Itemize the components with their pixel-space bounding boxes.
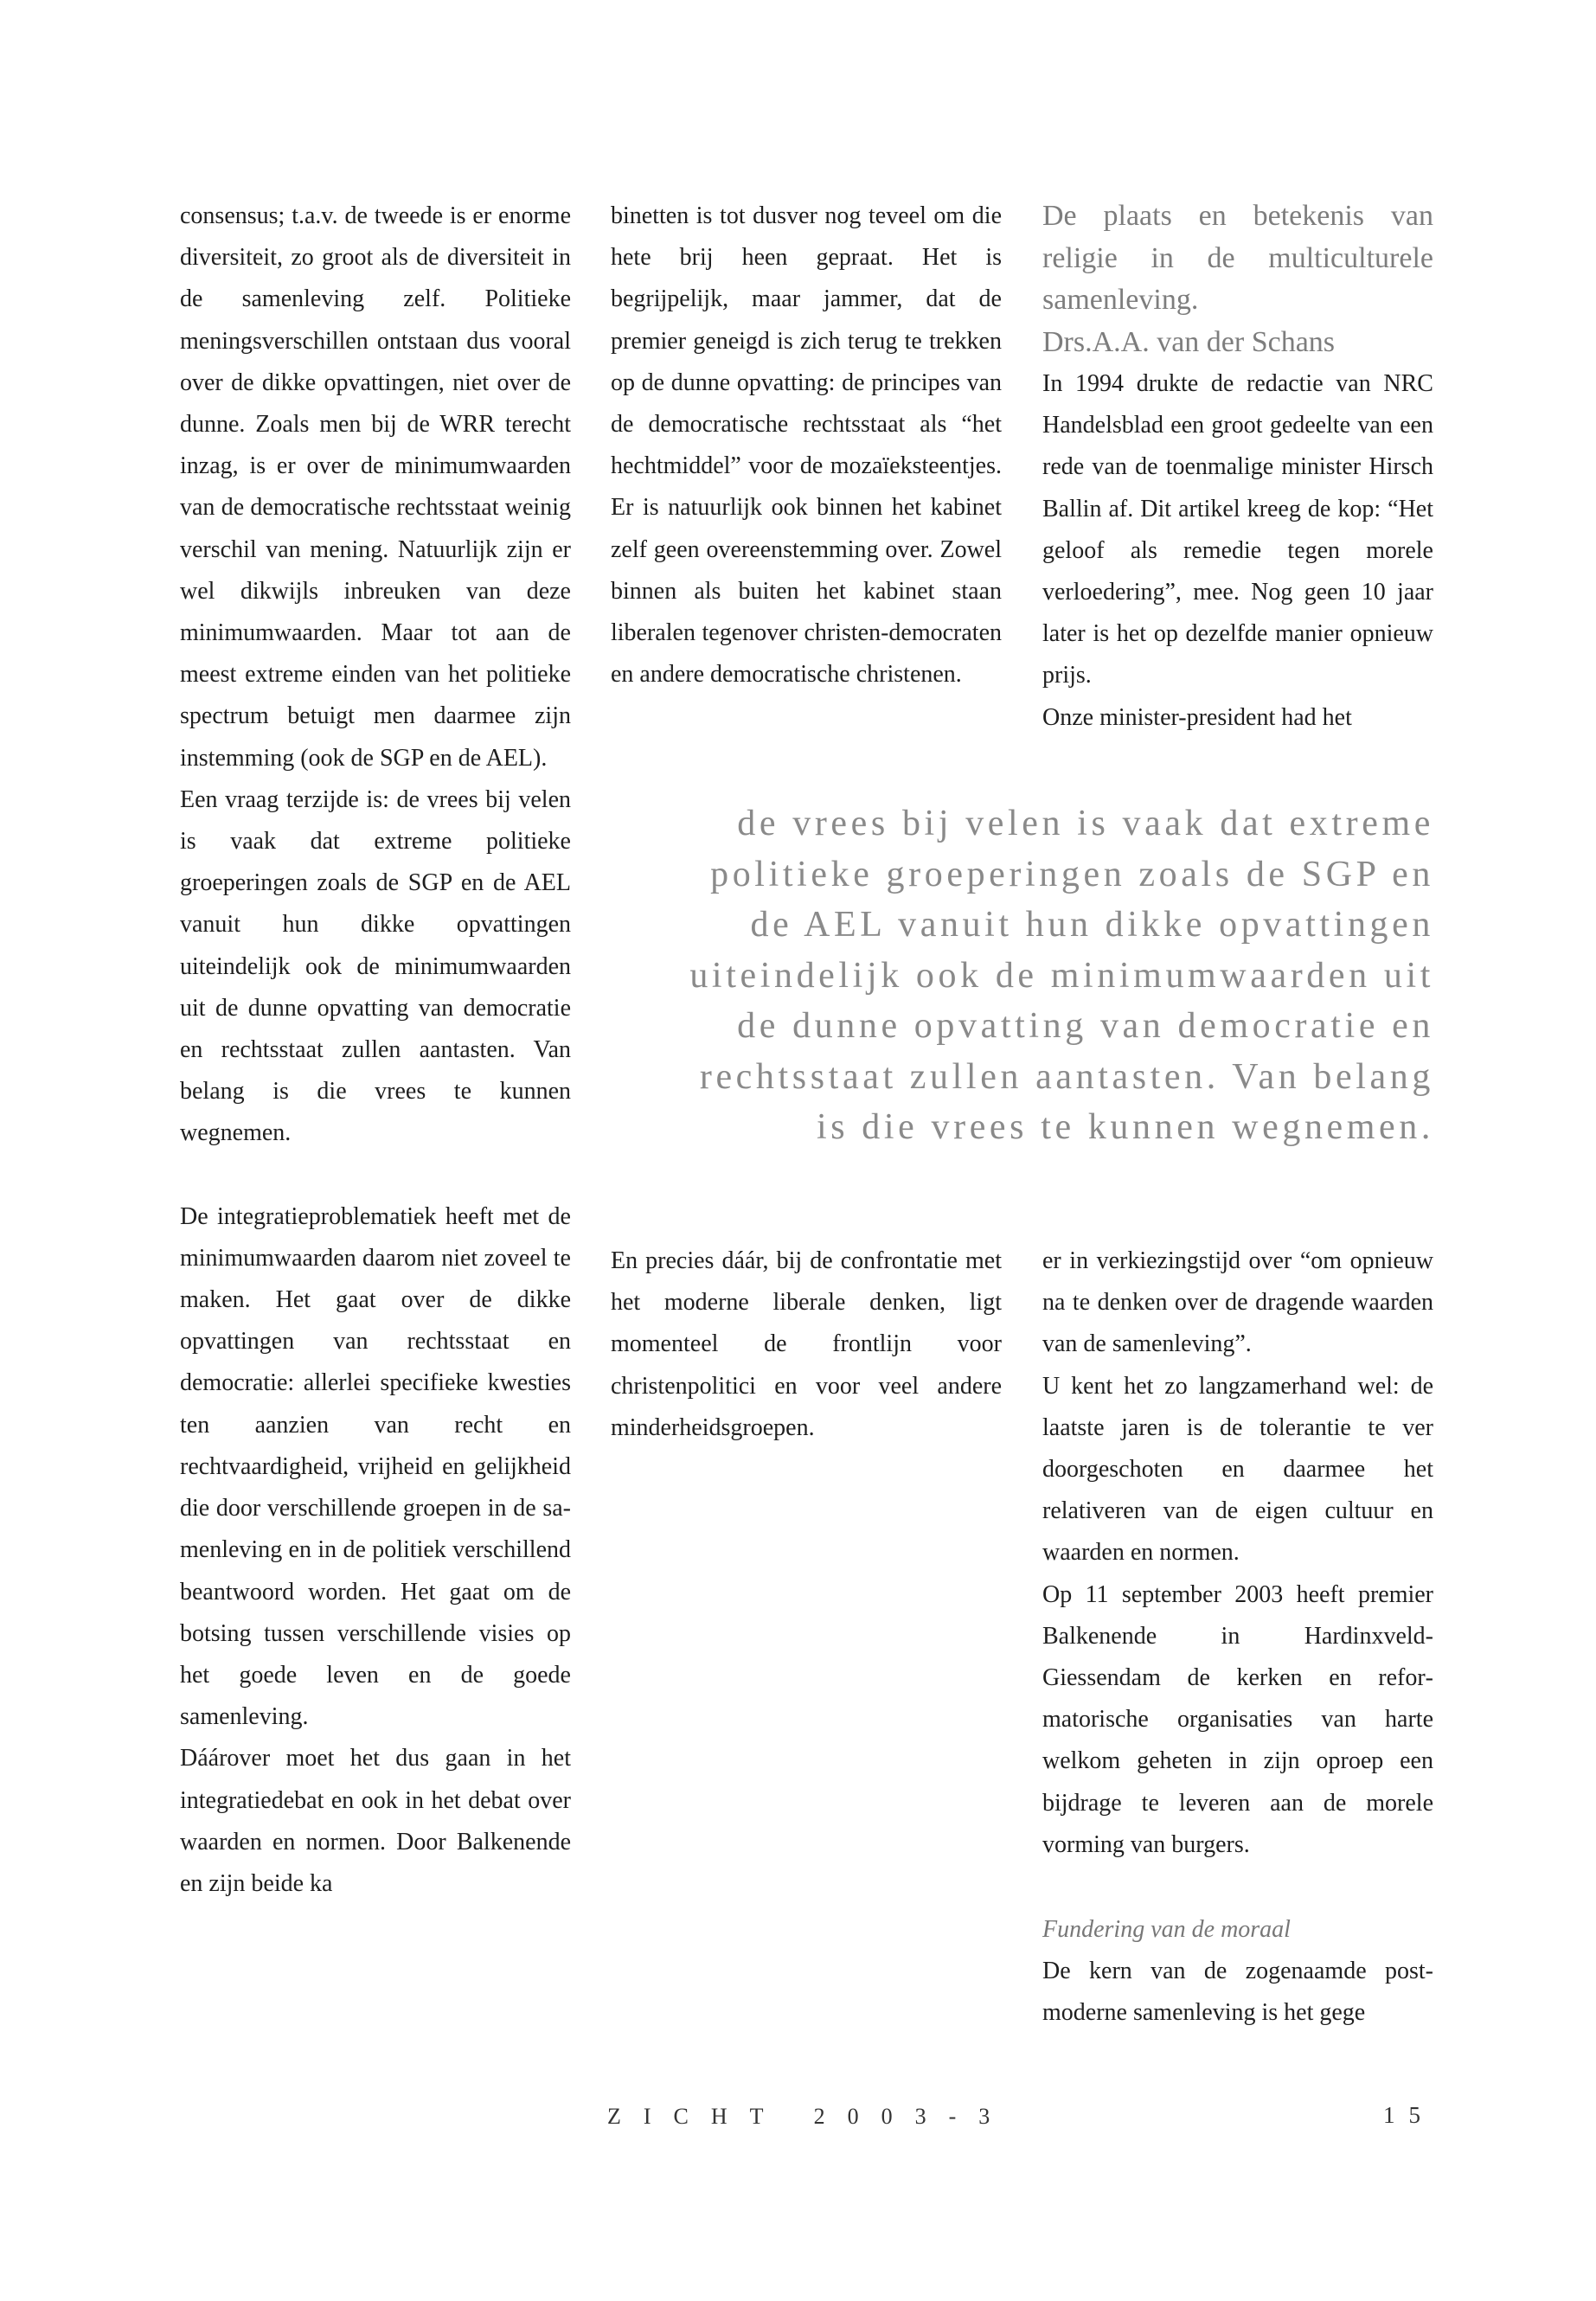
- subheading: Fundering van de moraal: [1042, 1916, 1291, 1944]
- pull-quote-line: is die vrees te kunnen wegnemen.: [816, 1107, 1434, 1147]
- paragraph: Een vraag terzijde is: de vrees bij velen is vaak dat extreme politieke groeperingen zoals de SGP en de AEL vanuit hun dikke opvattingen uiteindelijk ook de minimumwaarden uit de dunne opvatting van democratie en rechtsstaat zullen aantasten. Van belang is die vrees te kunnen wegnemen.: [180, 785, 571, 1147]
- column-3-top: [1042, 195, 1433, 739]
- column-3-bottom: [1042, 1240, 1433, 2035]
- article-author: Drs.A.A. van der Schans: [1042, 325, 1336, 358]
- pull-quote-line: uiteindelijk ook de minimumwaarden uit: [689, 955, 1434, 996]
- paragraph: Onze minister-president had het: [1042, 703, 1352, 731]
- pull-quote: [597, 798, 1434, 1153]
- paragraph: Dáárover moet het dus gaan in het integratiedebat en ook in het debat over waarden en normen. Door Balkenende en zijn beide ka: [180, 1745, 571, 1897]
- footer-magazine-title: ZICHT 2003-3: [607, 2104, 1013, 2129]
- column-2-top: [611, 195, 1002, 695]
- article-heading: De plaats en betekenis van religie in de multiculturele samenleving.: [1042, 200, 1433, 316]
- paragraph: binetten is tot dusver nog teveel om die hete brij heen gepraat. Het is begrijpelijk, maar jammer, dat de premier geneigd is zich terug te trekken op de dunne opvatting: de principes van de democratische rechtsstaat als “het hechtmiddel” voor de mozaïeksteentjes. Er is natuurlijk ook binnen het kabinet zelf geen overeenstemming over. Zowel binnen als buiten het kabinet staan liberalen tegenover christen-democraten en andere democratische christenen.: [611, 202, 1002, 689]
- paragraph: Op 11 september 2003 heeft premier Balkenende in Hardinxveld-Giessendam de kerken en reformatorische organisaties van harte welkom geheten in zijn oproep een bijdrage te leveren aan de morele vorming van burgers.: [1042, 1580, 1433, 1858]
- pull-quote-line: de dunne opvatting van democratie en: [737, 1006, 1434, 1046]
- paragraph: er in verkiezingstijd over “om opnieuw na te denken over de dragende waarden van de samenleving”.: [1042, 1247, 1433, 1358]
- pull-quote-line: politieke groeperingen zoals de SGP en: [710, 854, 1434, 894]
- paragraph: De integratieproblematiek heeft met de minimumwaarden daarom niet zoveel te maken. Het gaat over de dikke opvattingen van rechtsstaat en democratie: allerlei specifieke kwesties ten aanzien van recht en rechtvaardigheid, vrijheid en gelijkheid die door verschillende groepen in de samenleving en in de politiek verschillend beantwoord worden. Het gaat om de botsing tussen verschillende visies op het goede leven en de goede samenleving.: [180, 1202, 571, 1731]
- paragraph: En precies dáár, bij de confrontatie met het moderne liberale denken, ligt momenteel de frontlijn voor christenpolitici en voor veel andere minderheidsgroepen.: [611, 1247, 1002, 1441]
- pull-quote-line: de vrees bij velen is vaak dat extreme: [737, 804, 1434, 843]
- pull-quote-line: de AEL vanuit hun dikke opvattingen: [750, 905, 1434, 945]
- column-1: [180, 195, 571, 1905]
- paragraph: consensus; t.a.v. de tweede is er enorme diversiteit, zo groot als de diversiteit in de samenleving zelf. Politieke meningsverschillen ontstaan dus vooral over de dikke opvattingen, niet over de dunne. Zoals men bij de WRR terecht inzag, is er over de minimumwaarden van de democratische rechtsstaat weinig verschil van mening. Natuurlijk zijn er wel dikwijls inbreuken van deze minimumwaarden. Maar tot aan de meest extreme einden van het politieke spectrum betuigt men daarmee zijn instemming (ook de SGP en de AEL).: [180, 202, 571, 772]
- page-number: 15: [1383, 2102, 1434, 2128]
- paragraph: De kern van de zogenaamde postmoderne samenleving is het gege: [1042, 1958, 1433, 2027]
- paragraph: U kent het zo langzamerhand wel: de laatste jaren is de tolerantie te ver doorgeschoten en daarmee het relativeren van de eigen cultuur en waarden en normen.: [1042, 1372, 1433, 1567]
- paragraph-gap: [180, 1155, 571, 1196]
- paragraph-gap: [1042, 1866, 1433, 1909]
- column-2-bottom: [611, 1240, 1002, 1449]
- pull-quote-line: rechtsstaat zullen aantasten. Van belang: [699, 1056, 1434, 1097]
- paragraph: In 1994 drukte de redactie van NRC Handelsblad een groot gedeelte van een rede van de toenmalige minister Hirsch Ballin af. Dit artikel kreeg de kop: “Het geloof als remedie tegen morele verloedering”, mee. Nog geen 10 jaar later is het op dezelfde manier opnieuw prijs.: [1042, 370, 1433, 689]
